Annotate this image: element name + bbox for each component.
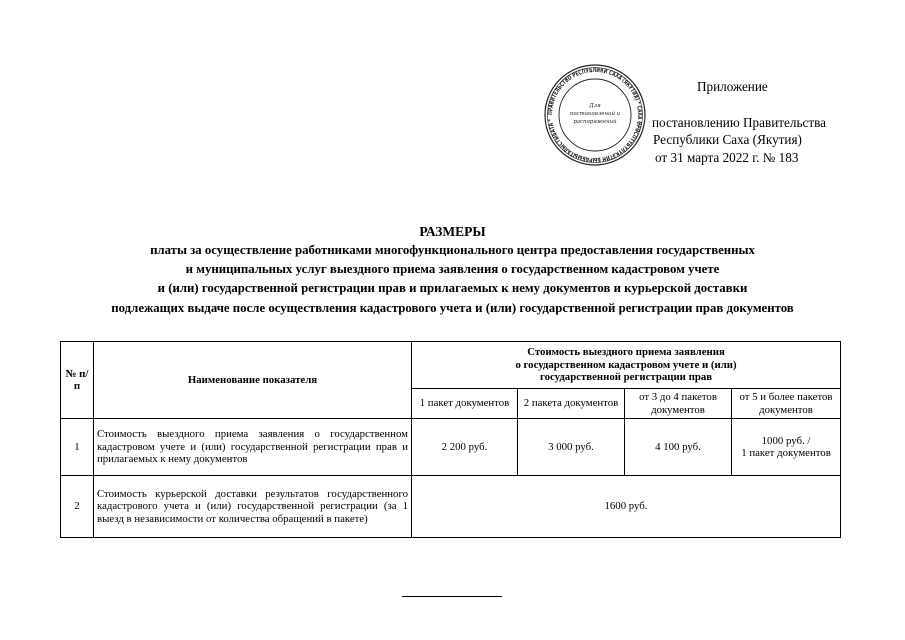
appendix-line-3: от 31 марта 2022 г. № 183 <box>655 150 799 165</box>
row-1-price-1: 2 200 руб. <box>412 419 518 476</box>
header-cost-line-2: о государственном кадастровом учете и (или) <box>515 358 737 371</box>
title-line-1: платы за осуществление работниками многофункционального центра предоставления государственных <box>150 243 755 257</box>
subheader-5-plus-packages: от 5 и более пакетов документов <box>732 389 841 419</box>
subheader-2-packages: 2 пакета документов <box>518 389 625 419</box>
svg-text:ПРАВИТЕЛЬСТВО РЕСПУБЛИКИ САХА: ПРАВИТЕЛЬСТВО РЕСПУБЛИКИ САХА (ЯКУТИЯ) * САХА ӨРӨСПҮҮБҮЛҮКЭТИН БЫРАБЫЫТАЛЫСТЫБАТА * <box>545 65 645 165</box>
header-cost-line-1: Стоимость выездного приема заявления <box>527 346 725 359</box>
title-line-3: и (или) государственной регистрации прав и прилагаемых к нему документов и курьерской доставки <box>157 281 748 296</box>
row-1-price-2: 3 000 руб. <box>518 419 625 476</box>
row-1-price-4-line-1: 1000 руб. / <box>761 434 811 447</box>
title-line-4: подлежащих выдаче после осуществления кадастрового учета и (или) государственной регистрации прав документов <box>111 300 794 315</box>
document-title <box>0 222 905 318</box>
subheader-3-4-packages: от 3 до 4 пакетов документов <box>625 389 732 419</box>
header-name: Наименование показателя <box>94 342 412 419</box>
footer-divider <box>402 596 502 597</box>
row-2-price: 1600 руб. <box>412 476 841 538</box>
header-cost-line-3: государственной регистрации прав <box>539 371 713 384</box>
row-2-num: 2 <box>61 476 94 538</box>
svg-text:Для: Для <box>589 103 601 109</box>
table-row <box>61 476 841 538</box>
appendix-line-2: Республики Саха (Якутия) <box>653 132 802 147</box>
table-header-row <box>61 342 841 389</box>
svg-text:распоряжений: распоряжений <box>573 119 617 125</box>
row-2-name: Стоимость курьерской доставки результатов государственного кадастрового учета и (или) государственной регистрации (за 1 выезд в независимости от количества обращений в пакете) <box>94 476 412 538</box>
row-1-price-3: 4 100 руб. <box>625 419 732 476</box>
header-num: № п/п <box>61 342 94 419</box>
subheader-1-package: 1 пакет документов <box>412 389 518 419</box>
row-1-price-4-line-2: 1 пакет документов <box>741 447 831 459</box>
appendix-label: Приложение <box>697 79 768 94</box>
table-row <box>61 419 841 476</box>
header-cost <box>412 342 841 389</box>
title-main: РАЗМЕРЫ <box>419 224 486 239</box>
row-1-num: 1 <box>61 419 94 476</box>
row-1-name: Стоимость выездного приема заявления о государственном кадастровом учете и (или) государственной регистрации прав и прилагаемых к нему документов <box>94 419 412 476</box>
fees-table <box>60 341 841 538</box>
svg-text:постановлений и: постановлений и <box>569 111 621 117</box>
appendix-line-1: постановлению Правительства <box>652 115 827 130</box>
row-1-price-4 <box>732 419 841 476</box>
official-seal <box>544 64 646 166</box>
title-line-2: и муниципальных услуг выездного приема заявления о государственном кадастровом учете <box>185 262 720 277</box>
